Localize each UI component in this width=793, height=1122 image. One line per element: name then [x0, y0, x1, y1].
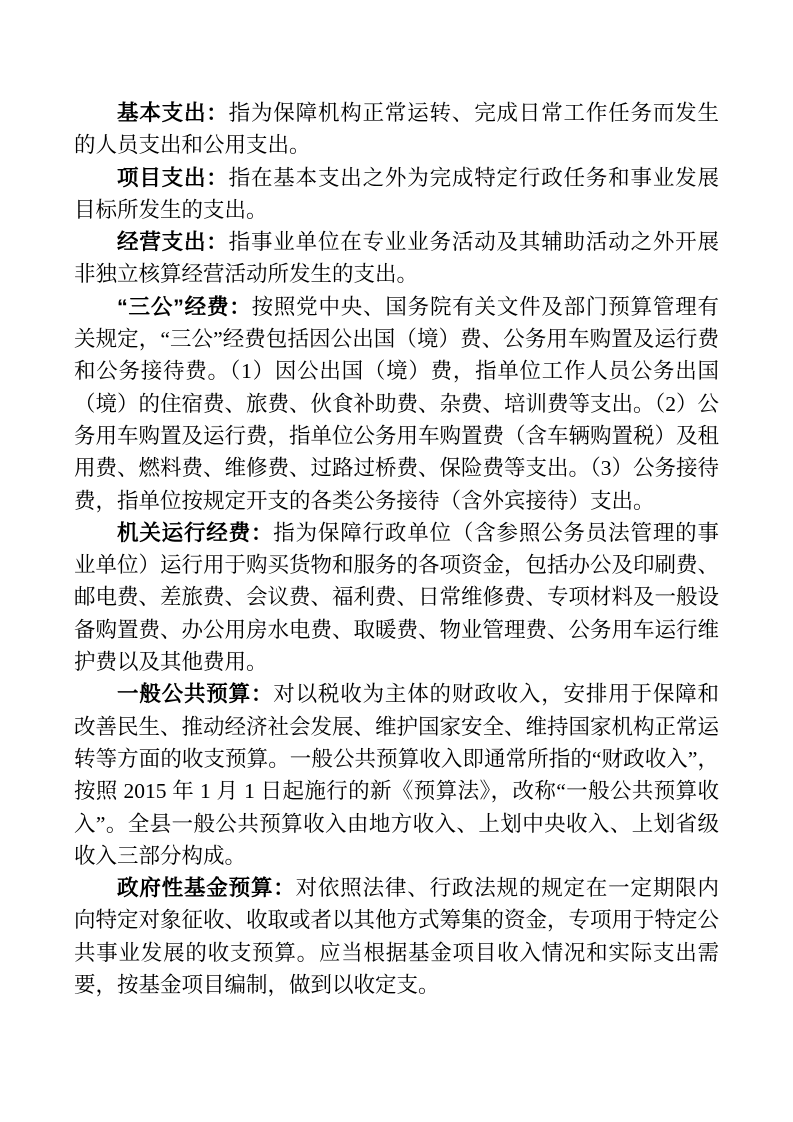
paragraph-general-public-budget: [74, 678, 719, 872]
paragraph-project-expenditure: [74, 162, 719, 227]
term-definition: 按照党中央、国务院有关文件及部门预算管理有关规定，“三公”经费包括因公出国（境）费、公务用车购置及运行费和公务接待费。（1）因公出国（境）费，指单位工作人员公务出国（境）的住宿费、旅费、伙食补助费、杂费、培训费等支出。（2）公务用车购置及运行费，指单位公务用车购置费（含车辆购置税）及租用费、燃料费、维修费、过路过桥费、保险费等支出。（3）公务接待费，指单位按规定开支的各类公务接待（含外宾接待）支出。: [74, 294, 720, 513]
paragraph-government-fund-budget: [74, 872, 719, 1001]
document-content: [74, 97, 719, 1001]
term-label: 项目支出：: [117, 165, 229, 190]
term-definition: 指在基本支出之外为完成特定行政任务和事业发展目标所发生的支出。: [74, 165, 719, 222]
term-label: 基本支出：: [117, 101, 229, 125]
paragraph-basic-expenditure: [74, 97, 719, 162]
term-label: 机关运行经费：: [117, 520, 274, 545]
term-definition: 指为保障行政单位（含参照公务员法管理的事业单位）运行用于购买货物和服务的各项资金，包括办公及印刷费、邮电费、差旅费、会议费、福利费、日常维修费、专项材料及一般设备购置费、办公用房水电费、取暖费、物业管理费、公务用车运行维护费以及其他费用。: [74, 520, 720, 675]
paragraph-three-public-funds: [74, 291, 719, 517]
term-definition: 对以税收为主体的财政收入，安排用于保障和改善民生、推动经济社会发展、维护国家安全、维持国家机构正常运转等方面的收支预算。一般公共预算收入即通常所指的“财政收入”，按照 2015 年 1 月 1 日起施行的新《预算法》，改称“一般公共预算收入”。全县一般公共预算收入由地方收入、上划中央收入、上划省级收入三部分构成。: [74, 682, 720, 868]
term-label: 政府性基金预算：: [117, 876, 296, 901]
term-definition: 指为保障机构正常运转、完成日常工作任务而发生的人员支出和公用支出。: [74, 101, 719, 158]
paragraph-agency-operating-funds: [74, 517, 719, 678]
term-definition: 对依照法律、行政法规的规定在一定期限内向特定对象征收、收取或者以其他方式筹集的资金，专项用于特定公共事业发展的收支预算。应当根据基金项目收入情况和实际支出需要，按基金项目编制，做到以收定支。: [74, 876, 720, 998]
term-label: 经营支出：: [117, 230, 229, 255]
paragraph-operating-expenditure: [74, 226, 719, 291]
term-definition: 指事业单位在专业业务活动及其辅助活动之外开展非独立核算经营活动所发生的支出。: [74, 230, 719, 287]
term-label: “三公”经费：: [117, 294, 252, 319]
term-label: 一般公共预算：: [117, 682, 274, 707]
